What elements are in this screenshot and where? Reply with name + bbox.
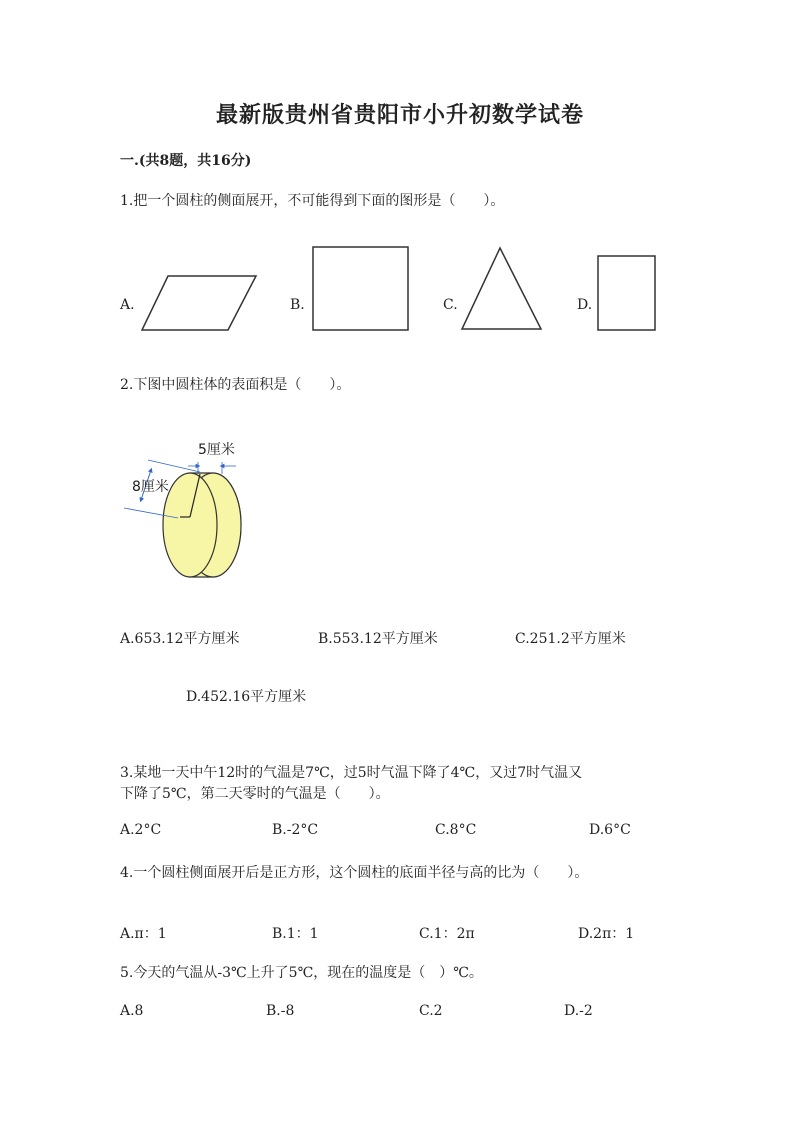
q2-option-d: D.452.16平方厘米 (186, 689, 307, 705)
q1-option-a-label: A. (120, 297, 135, 313)
q5-option-d: D.-2 (564, 1003, 593, 1019)
q5-option-c: C.2 (419, 1003, 443, 1019)
q3-option-d: D.6°C (589, 822, 631, 838)
q2-option-c: C.251.2平方厘米 (515, 631, 626, 647)
q5-option-a: A.8 (120, 1003, 144, 1019)
q3-option-a: A.2°C (120, 822, 162, 838)
question-5-stem: 5.今天的气温从-3℃上升了5℃，现在的温度是（ ）℃。 (120, 965, 483, 981)
page-title: 最新版贵州省贵阳市小升初数学试卷 (215, 102, 584, 128)
q2-option-b: B.553.12平方厘米 (318, 631, 438, 647)
q3-option-c: C.8°C (435, 822, 477, 838)
q1-option-c-label: C. (443, 297, 458, 313)
question-3-stem-line2: 下降了5℃，第二天零时的气温是（ ）。 (120, 786, 390, 802)
cylinder-front-face (163, 473, 217, 577)
q4-option-c: C.1：2π (419, 926, 475, 942)
q3-option-b: B.-2°C (272, 822, 319, 838)
question-1-stem: 1.把一个圆柱的侧面展开，不可能得到下面的图形是（ ）。 (120, 193, 505, 209)
radius-label: 8厘米 (132, 479, 169, 495)
q1-option-d-label: D. (577, 297, 593, 313)
q4-option-d: D.2π：1 (578, 926, 635, 942)
question-3-stem-line1: 3.某地一天中午12时的气温是7℃，过5时气温下降了4℃，又过7时气温又 (120, 765, 583, 781)
q5-option-b: B.-8 (266, 1003, 295, 1019)
q4-option-a: A.π：1 (120, 926, 167, 942)
height-label: 5厘米 (198, 442, 235, 458)
question-4-stem: 4.一个圆柱侧面展开后是正方形，这个圆柱的底面半径与高的比为（ ）。 (120, 865, 589, 881)
q1-option-b-label: B. (290, 297, 305, 313)
question-2-stem: 2.下图中圆柱体的表面积是（ ）。 (120, 377, 351, 393)
q2-option-a: A.653.12平方厘米 (120, 631, 240, 647)
section-heading: 一.(共8题，共16分) (120, 153, 252, 169)
q4-option-b: B.1：1 (272, 926, 319, 942)
